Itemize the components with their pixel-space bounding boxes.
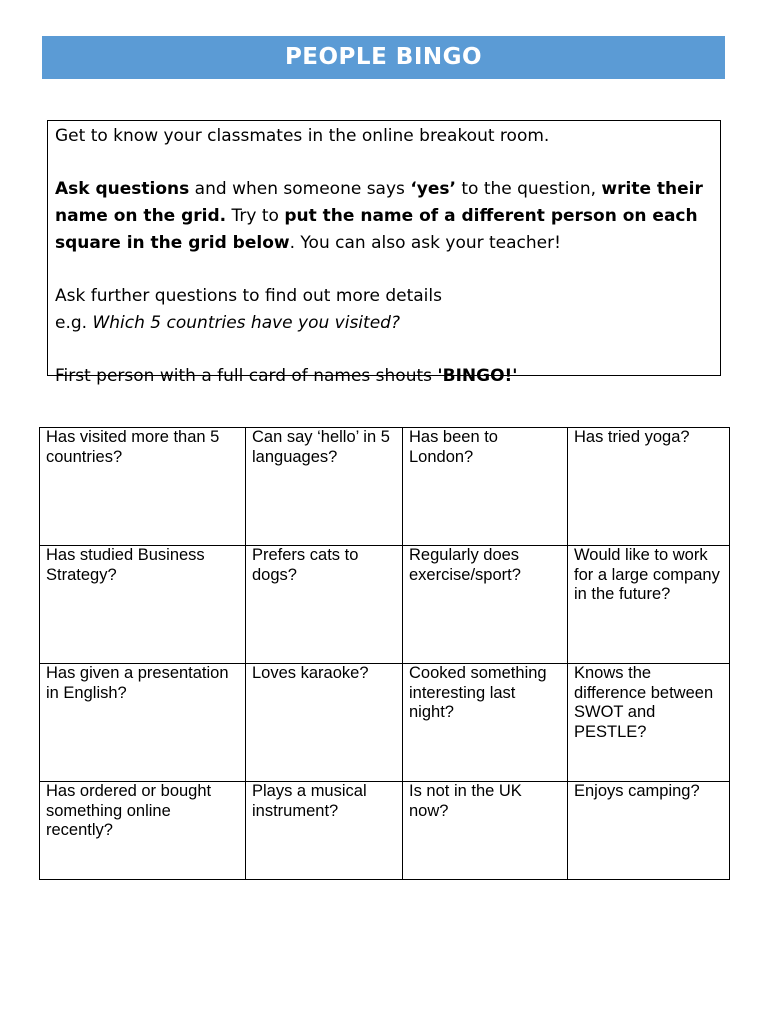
grid-cell[interactable]: Would like to work for a large company in the future? — [568, 546, 730, 664]
grid-cell[interactable]: Has visited more than 5 countries? — [40, 428, 246, 546]
grid-cell[interactable]: Prefers cats to dogs? — [246, 546, 403, 664]
grid-row — [40, 546, 730, 664]
grid-cell[interactable]: Knows the difference between SWOT and PESTLE? — [568, 664, 730, 782]
grid-cell[interactable]: Can say ‘hello’ in 5 languages? — [246, 428, 403, 546]
grid-cell[interactable]: Plays a musical instrument? — [246, 782, 403, 880]
grid-cell[interactable]: Has tried yoga? — [568, 428, 730, 546]
instructions-box — [47, 120, 721, 386]
grid-row — [40, 664, 730, 782]
grid-cell[interactable]: Loves karaoke? — [246, 664, 403, 782]
grid-cell[interactable]: Cooked something interesting last night? — [403, 664, 568, 782]
grid-cell[interactable]: Has given a presentation in English? — [40, 664, 246, 782]
grid-cell[interactable]: Has studied Business Strategy? — [40, 546, 246, 664]
grid-row — [40, 782, 730, 880]
grid-cell[interactable]: Regularly does exercise/sport? — [403, 546, 568, 664]
instructions-bingo: First person with a full card of names shouts 'BINGO!' — [55, 366, 518, 386]
page-title: PEOPLE BINGO — [42, 36, 725, 79]
grid-cell[interactable]: Is not in the UK now? — [403, 782, 568, 880]
grid-row — [40, 428, 730, 546]
bingo-grid — [39, 427, 730, 880]
instructions-rules: Ask questions and when someone says ‘yes’ to the question, write their name on the grid. Try to put the name of a different person on each square in the grid below. You can also ask your teacher! — [55, 179, 703, 253]
instructions-intro: Get to know your classmates in the online breakout room. — [55, 126, 550, 146]
instructions-further: Ask further questions to find out more details e.g. Which 5 countries have you visited? — [55, 286, 442, 333]
grid-cell[interactable]: Has been to London? — [403, 428, 568, 546]
grid-cell[interactable]: Enjoys camping? — [568, 782, 730, 880]
grid-cell[interactable]: Has ordered or bought something online recently? — [40, 782, 246, 880]
